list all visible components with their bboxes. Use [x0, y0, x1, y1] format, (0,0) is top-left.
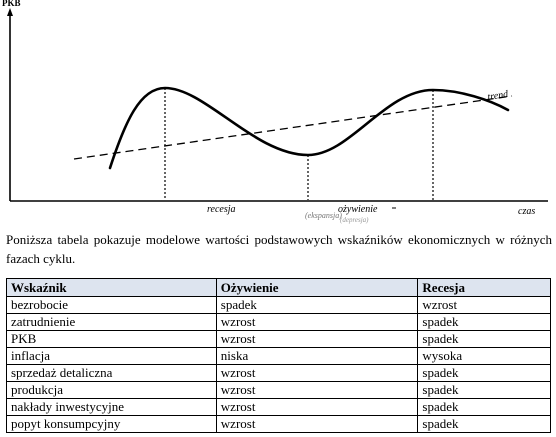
y-axis-label: PKB [2, 0, 21, 8]
table-row [7, 348, 551, 365]
cell-recovery: wzrost [216, 365, 418, 382]
cell-recession: spadek [418, 382, 551, 399]
cell-recession: spadek [418, 399, 551, 416]
phase-label-faint-depression: (depresja) [340, 216, 369, 224]
cell-recession: spadek [418, 365, 551, 382]
cell-indicator: nakłady inwestycyjne [7, 399, 217, 416]
table-header-row [7, 279, 551, 297]
header-recovery: Ożywienie [216, 279, 418, 297]
cell-recession: wzrost [418, 297, 551, 314]
cell-recession: spadek [418, 314, 551, 331]
cell-indicator: popyt konsumpcyjny [7, 416, 217, 433]
indicators-table [6, 278, 551, 433]
cell-indicator: PKB [7, 331, 217, 348]
table-row [7, 314, 551, 331]
table-row [7, 331, 551, 348]
phase-label-faint-expansion: (ekspansja) [305, 211, 342, 220]
cell-recovery: wzrost [216, 331, 418, 348]
header-recession: Recesja [418, 279, 551, 297]
cell-indicator: inflacja [7, 348, 217, 365]
trend-line [74, 96, 512, 159]
x-axis-label: czas [518, 206, 536, 217]
y-axis-arrow-icon [7, 8, 13, 16]
cell-indicator: bezrobocie [7, 297, 217, 314]
business-cycle-curve [110, 88, 508, 168]
cell-indicator: sprzedaż detaliczna [7, 365, 217, 382]
cell-recovery: wzrost [216, 382, 418, 399]
cell-recession: spadek [418, 331, 551, 348]
cell-recovery: wzrost [216, 314, 418, 331]
header-indicator: Wskaźnik [7, 279, 217, 297]
cell-recession: spadek [418, 416, 551, 433]
table-row [7, 365, 551, 382]
cell-indicator: produkcja [7, 382, 217, 399]
table-row [7, 416, 551, 433]
cell-recovery: niska [216, 348, 418, 365]
table-row [7, 382, 551, 399]
trend-label: trend [486, 88, 509, 103]
table-row [7, 297, 551, 314]
phase-label-recession: recesja [207, 204, 236, 215]
cell-recession: wysoka [418, 348, 551, 365]
cell-recovery: spadek [216, 297, 418, 314]
cell-recovery: wzrost [216, 416, 418, 433]
phase-label-recovery: ożywienie [338, 204, 378, 215]
table-row [7, 399, 551, 416]
intro-paragraph: Poniższa tabela pokazuje modelowe wartości podstawowych wskaźników ekonomicznych w różnych fazach cyklu. [6, 232, 552, 266]
cell-recovery: wzrost [216, 399, 418, 416]
cell-indicator: zatrudnienie [7, 314, 217, 331]
